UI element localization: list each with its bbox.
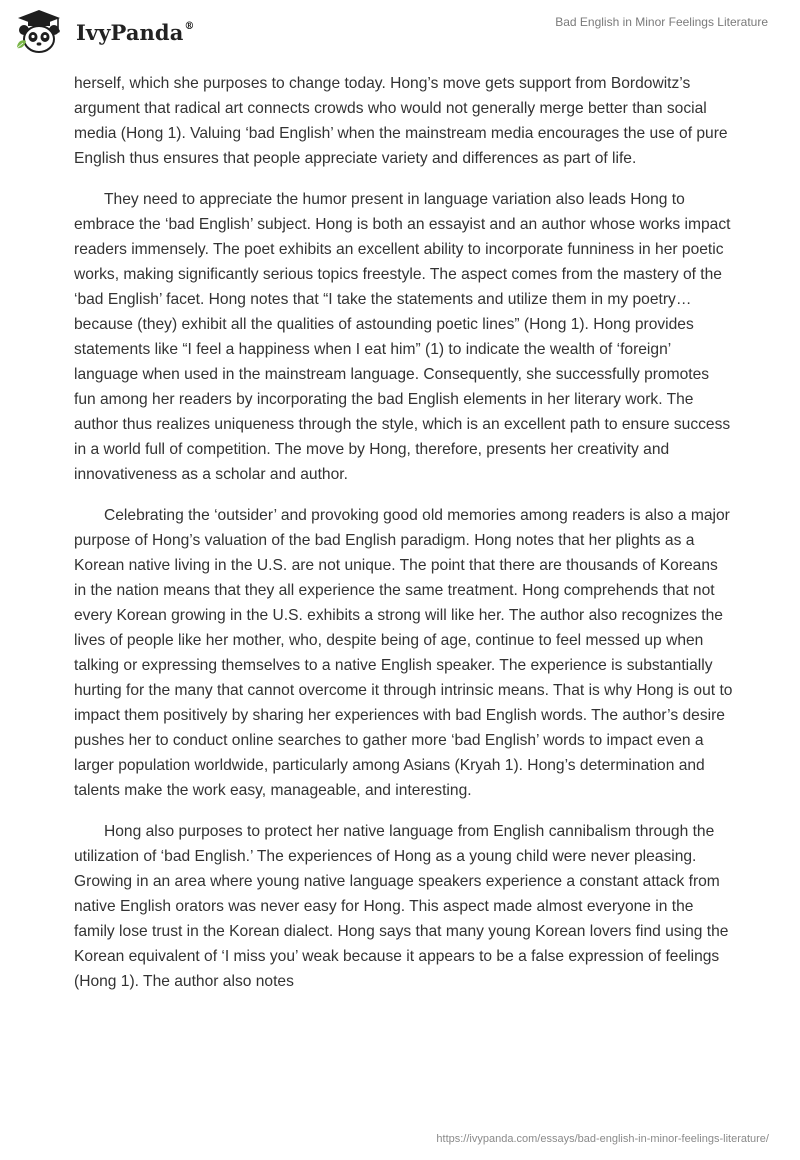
brand-name: IvyPanda® xyxy=(76,19,195,45)
paragraph: herself, which she purposes to change today. Hong’s move gets support from Bordowitz’s argument that radical art connects crowds who would not generally merge better than social media (Hong 1). Valuing ‘bad English’ when the mainstream media encourages the use of pure English thus ensures that people appreciate variety and differences as part of life. xyxy=(74,75,728,167)
source-url[interactable]: https://ivypanda.com/essays/bad-english-in-minor-feelings-literature/ xyxy=(436,1133,769,1145)
panda-logo-icon xyxy=(14,8,64,54)
ivypanda-logo[interactable] xyxy=(14,8,195,54)
document-title: Bad English in Minor Feelings Literature xyxy=(555,15,768,29)
registered-mark: ® xyxy=(184,20,195,32)
paragraph: Celebrating the ‘outsider’ and provoking good old memories among readers is also a major purpose of Hong’s valuation of the bad English paradigm. Hong notes that her plights as a Korean native living in the U.S. are not unique. The point that there are thousands of Koreans in the nation means that they all experience the same treatment. Hong comprehends that not every Korean growing in the U.S. exhibits a strong will like her. The author also recognizes the lives of people like her mother, who, despite being of age, continue to feel messed up when talking or expressing themselves to a native English speaker. The experience is substantially hurting for the many that cannot overcome it through intrinsic means. That is why Hong is out to impact them positively by sharing her experiences with bad English words. The author’s desire pushes her to conduct online searches to gather more ‘bad English’ words to impact even a larger population worldwide, particularly among Asians (Kryah 1). Hong’s determination and talents make the work easy, manageable, and interesting. xyxy=(74,507,733,799)
page-header xyxy=(0,0,800,70)
paragraph: Hong also purposes to protect her native language from English cannibalism through the utilization of ‘bad English.’ The experiences of Hong as a young child were never pleasing. Growing in an area where young native language speakers experience a constant attack from native English orators was never easy for Hong. This aspect made almost everyone in the family lose trust in the Korean dialect. Hong says that many young Korean lovers find using the Korean equivalent of ‘I miss you’ weak because it appears to be a false expression of feelings (Hong 1). The author also notes xyxy=(74,823,729,990)
paragraph: They need to appreciate the humor present in language variation also leads Hong to embrace the ‘bad English’ subject. Hong is both an essayist and an author whose works impact readers immensely. The poet exhibits an excellent ability to incorporate funniness in her poetic works, making significantly serious topics freestyle. The aspect comes from the mastery of the ‘bad English’ facet. Hong notes that “I take the statements and utilize them in my poetry… because (they) exhibit all the qualities of astounding poetic lines” (Hong 1). Hong provides statements like “I feel a happiness when I eat him” (1) to indicate the wealth of ‘foreign’ language when used in the mainstream language. Consequently, she successfully promotes fun among her readers by incorporating the bad English elements in her literary work. The author thus realizes uniqueness through the style, which is an excellent path to ensure success in a world full of competition. The move by Hong, therefore, presents her creativity and innovativeness as a scholar and author. xyxy=(74,191,731,483)
essay-body xyxy=(74,71,734,1010)
